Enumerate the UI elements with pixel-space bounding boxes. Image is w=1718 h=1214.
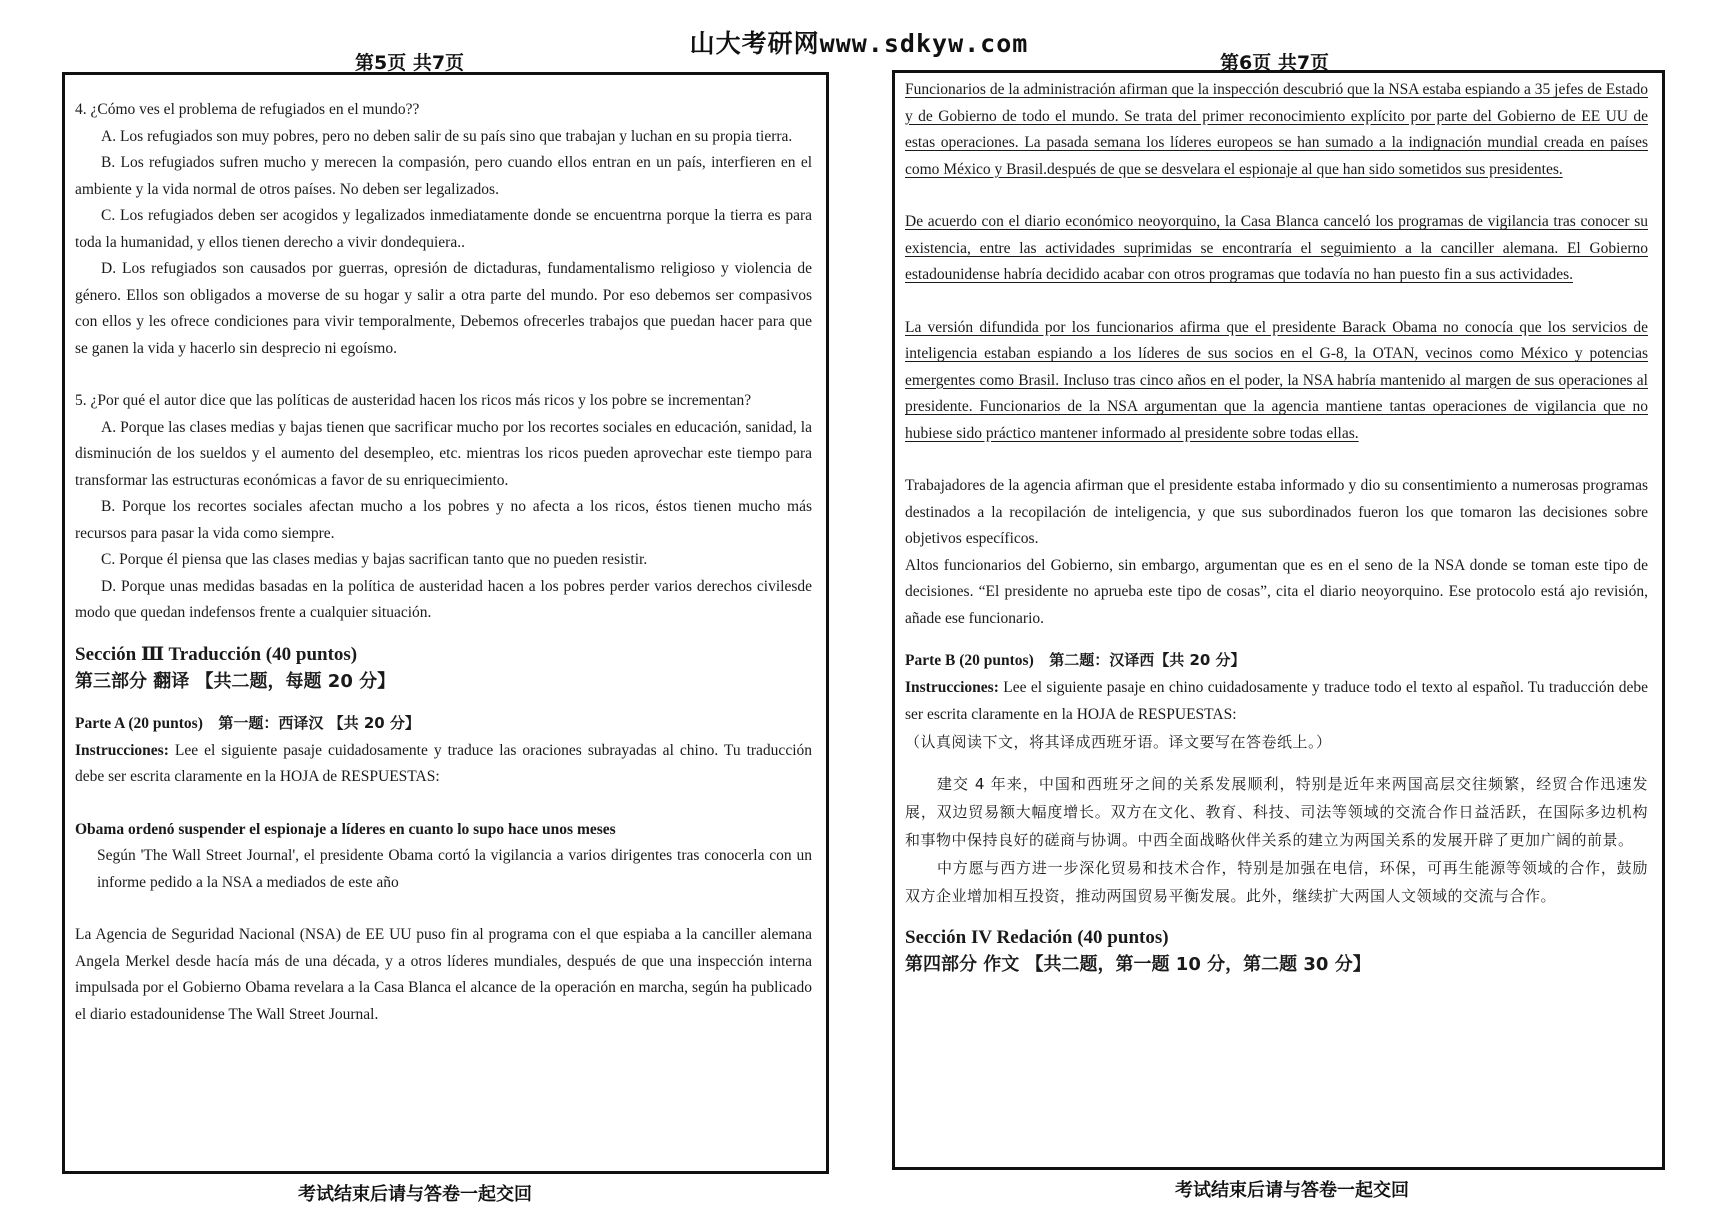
instructions-text: Lee el siguiente pasaje en chino cuidadosamente y traduce todo el texto al español. Tu traducción debe ser escrita claramente en la HOJA de RESPUESTAS: [905, 679, 1648, 723]
parte-b-label: Parte B (20 puntos) [905, 652, 1034, 669]
page-number-right: 第6页 共7页 [1220, 52, 1330, 74]
page-number-left: 第5页 共7页 [355, 52, 465, 74]
parte-a-cn-label: 第一题：西译汉 【共 20 分】 [218, 713, 420, 732]
question-5: 5. ¿Por qué el autor dice que las políticas de austeridad hacen los ricos más ricos y los pobre se incrementan? [75, 392, 752, 409]
article-paragraph-5: Trabajadores de la agencia afirman que el presidente estaba informado y dio su consentimiento a numerosas programas destinados a la recopilación de inteligencia, y que sus subordinados fueron los que tomaron las decisiones sobre objetivos específicos. [905, 477, 1648, 547]
article-paragraph-2: Funcionarios de la administración afirman que la inspección descubrió que la NSA estaba espiando a 35 jefes de Estado y de Gobierno de todo el mundo. Se trata del primer reconocimiento explícito por parte del Gobierno de EE UU de estas operaciones. La pasada semana los líderes europeos se han sumado a la indignación mundial creada en países como México y Brasil.después de que se desvelara el espionaje al que han sido sometidos sus presidentes. [905, 81, 1648, 178]
parte-a-heading [75, 709, 812, 738]
instructions-label: Instrucciones: [75, 741, 169, 759]
section-4-subtitle: 第四部分 作文 【共二题，第一题 10 分，第二题 30 分】 [905, 954, 1371, 975]
instructions-label: Instrucciones: [905, 679, 999, 696]
q5-option-a: A. Porque las clases medias y bajas tienen que sacrificar mucho por los recortes sociales en educación, sanidad, la disminución de los sueldos y el aumento del desempleo, etc. mientras los ricos pueden aprovechar este tiempo para transformar las estructuras económicas a favor de su enriquecimiento. [75, 418, 812, 489]
parte-b-instructions [905, 675, 1648, 728]
article-paragraph-6: Altos funcionarios del Gobierno, sin embargo, argumentan que es en el seno de la NSA donde se toman este tipo de decisiones. “El presidente no aprueba este tipo de cosas”, cita el diario neoyorquino. Ese protocolo está ajo revisión, añade ese funcionario. [905, 556, 1648, 627]
q5-option-d: D. Porque unas medidas basadas en la política de austeridad hacen a los pobres perder varios derechos civilesde modo que quedan indefensos frente a cualquier situación. [75, 577, 812, 621]
article-paragraph-1: La Agencia de Seguridad Nacional (NSA) de EE UU puso fin al programa con el que espiaba a la canciller alemana Angela Merkel desde hacía más de una década, y a otros líderes mundiales, después de que una inspección interna impulsada por el Gobierno Obama revelara a la Casa Blanca el alcance de la operación en marcha, según ha publicado el diario estadounidense The Wall Street Journal. [75, 926, 812, 1023]
site-header: 山大考研网www.sdkyw.com [689, 29, 1029, 58]
q4-option-d: D. Los refugiados son causados por guerras, opresión de dictaduras, fundamentalismo religioso y violencia de género. Ellos son obligados a moverse de su hogar y salir a otra parte del mundo. Por eso debemos ser compasivos con ellos y les ofrece condiciones para vivir temporalmente, Debemos ofrecerles trabajos que puedan hacer para que se ganen la vida y hacerlo sin desprecio ni egoísmo. [75, 260, 812, 357]
q5-option-c: C. Porque él piensa que las clases medias y bajas sacrifican tanto que no pueden resistir. [101, 551, 648, 568]
chinese-passage-2: 中方愿与西方进一步深化贸易和技术合作，特别是加强在电信，环保，可再生能源等领域的合作，鼓励双方企业增加相互投资，推动两国贸易平衡发展。此外，继续扩大两国人文领域的交流与合作。 [905, 859, 1648, 905]
left-page-panel [62, 72, 829, 1174]
parte-b-instructions-cn: （认真阅读下文，将其译成西班牙语。译文要写在答卷纸上。） [905, 733, 1332, 751]
article-title: Obama ordenó suspender el espionaje a líderes en cuanto lo supo hace unos meses [75, 820, 616, 838]
right-page-panel [892, 70, 1665, 1170]
q5-option-b: B. Porque los recortes sociales afectan mucho a los pobres y no afecta a los ricos, éstos tienen mucho más recursos para pasar la vida como siempre. [75, 498, 812, 542]
footer-left: 考试结束后请与答卷一起交回 [298, 1184, 532, 1205]
section-3-subtitle: 第三部分 翻译 【共二题，每题 20 分】 [75, 670, 396, 692]
parte-a-instructions [75, 738, 812, 791]
article-paragraph-4: La versión difundida por los funcionarios afirma que el presidente Barack Obama no conocía que los servicios de inteligencia estaban espiando a los líderes de sus socios en el G-8, la OTAN, vecinos como México y potencias emergentes como Brasil. Incluso tras cinco años en el poder, la NSA habría mantenido al margen de sus operaciones al presidente. Funcionarios de la NSA argumentan que la agencia mantiene tantas operaciones de vigilancia que no hubiese sido práctico mantener informado al presidente sobre todas ellas. [905, 318, 1648, 442]
q4-option-b: B. Los refugiados sufren mucho y merecen la compasión, pero cuando ellos entran en un país, interfieren en el ambiente y la vida normal de otros países. No deben ser legalizados. [75, 154, 812, 198]
question-4: 4. ¿Cómo ves el problema de refugiados en el mundo?? [75, 101, 420, 118]
footer-right: 考试结束后请与答卷一起交回 [1175, 1180, 1409, 1201]
parte-a-label: Parte A (20 puntos) [75, 714, 203, 732]
chinese-passage-1: 建交 4 年来，中国和西班牙之间的关系发展顺利，特别是近年来两国高层交往频繁，经贸合作迅速发展，双边贸易额大幅度增长。双方在文化、教育、科技、司法等领域的交流合作日益活跃，在国际多边机构和事物中保持良好的磋商与协调。中西全面战略伙伴关系的建立为两国关系的发展开辟了更加广阔的前景。 [905, 775, 1648, 849]
article-paragraph-3: De acuerdo con el diario económico neoyorquino, la Casa Blanca canceló los programas de vigilancia tras conocer su existencia, entre las actividades suprimidas se encontraría el seguimiento a la canciller alemana. El Gobierno estadounidense habría decidido acabar con otros programas que todavía no han puesto fin a sus actividades. [905, 213, 1648, 283]
section-3-title: Sección Ⅲ Traducción (40 puntos) [75, 643, 358, 665]
instructions-text: Lee el siguiente pasaje cuidadosamente y traduce las oraciones subrayadas al chino. Tu traducción debe ser escrita claramente en la HOJA de RESPUESTAS: [75, 741, 813, 785]
q4-option-a: A. Los refugiados son muy pobres, pero no deben salir de su país sino que trabajan y luchan en su propia tierra. [101, 127, 793, 145]
article-subtitle: Según 'The Wall Street Journal', el presidente Obama cortó la vigilancia a varios dirigentes tras conocerla con un informe pedido a la NSA a mediados de este año [97, 847, 812, 891]
parte-b-heading [905, 646, 1648, 675]
q4-option-c: C. Los refugiados deben ser acogidos y legalizados inmediatamente donde se encuentrna porque la tierra es para toda la humanidad, y ellos tienen derecho a vivir dondequiera.. [75, 207, 812, 251]
section-4-title: Sección IV Redación (40 puntos) [905, 927, 1169, 948]
parte-b-cn-label: 第二题：汉译西【共 20 分】 [1049, 651, 1246, 669]
